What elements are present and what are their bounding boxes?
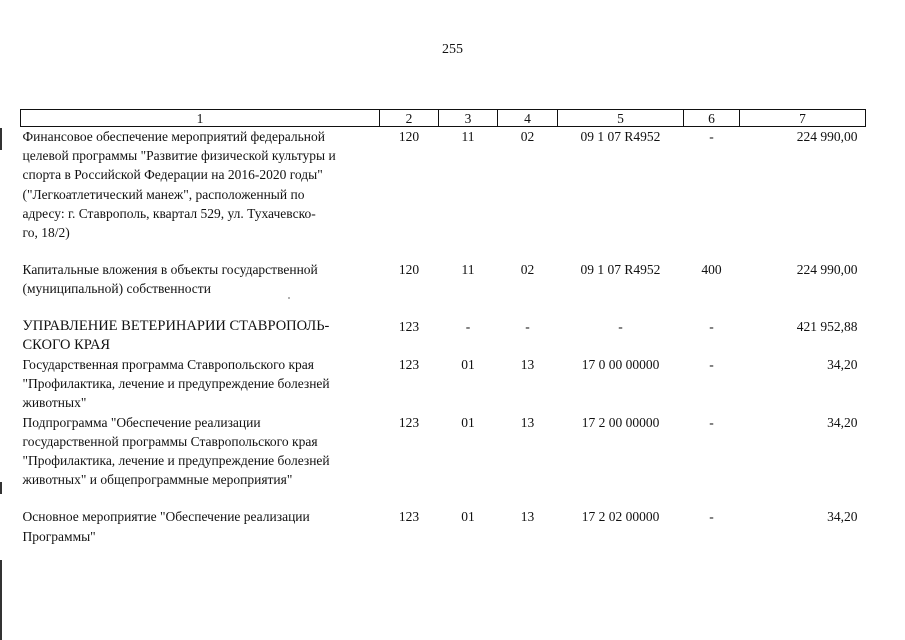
row-name: Государственная программа Ставропольского края "Профилактика, лечение и предупреждение болезней животных"	[22, 357, 330, 411]
amount: 224 990,00	[796, 262, 858, 278]
expense-type-code: -	[709, 414, 714, 430]
row-name: Финансовое обеспечение мероприятий федеральной целевой программы "Развитие физической культуры и спорта в Российской Федерации на 2016-2020 годы" ("Легкоатлетический манеж", расположенный по адресу: г. Ставрополь, квартал 529, ул. Тухачевско- го, 18/2)	[22, 129, 336, 241]
expense-type-code: -	[709, 129, 714, 144]
target-article-code: 17 2 02 00000	[581, 509, 660, 525]
expense-type-code: -	[709, 357, 714, 373]
scan-speck	[288, 297, 290, 299]
subsection-code: 13	[520, 509, 535, 525]
target-article-code: 09 1 07 R4952	[580, 262, 661, 278]
amount: 34,20	[827, 414, 858, 430]
ministry-code: 123	[398, 414, 420, 430]
amount: 34,20	[827, 357, 858, 373]
subsection-code: 13	[520, 414, 535, 430]
page-number: 255	[442, 42, 463, 57]
row-name: УПРАВЛЕНИЕ ВЕТЕРИНАРИИ СТАВРОПОЛЬ- СКОГО КРАЯ	[22, 317, 330, 353]
budget-table	[20, 109, 866, 546]
column-header-1: 1	[21, 110, 380, 127]
section-code: 01	[461, 414, 475, 430]
target-article-code: 09 1 07 R4952	[580, 129, 661, 144]
amount: 224 990,00	[796, 129, 858, 144]
row-name: Основное мероприятие "Обеспечение реализации Программы"	[22, 509, 310, 544]
amount: 421 952,88	[796, 318, 858, 334]
scan-edge-mark	[0, 128, 2, 150]
target-article-code: 17 0 00 00000	[581, 357, 660, 373]
subsection-code: -	[525, 318, 530, 334]
table-row	[21, 127, 866, 261]
section-code: 11	[461, 129, 475, 144]
column-number-row	[21, 110, 866, 127]
amount: 34,20	[827, 509, 858, 525]
row-name: Подпрограмма "Обеспечение реализации государственной программы Ставропольского края "Профилактика, лечение и предупреждение болезней животных" и общепрограммные мероприятия"	[22, 414, 330, 488]
section-code: 11	[461, 262, 475, 278]
column-header-2: 2	[380, 110, 439, 127]
column-header-5: 5	[558, 110, 684, 127]
table-row	[21, 355, 866, 413]
expense-type-code: -	[709, 318, 714, 334]
table-row	[21, 413, 866, 508]
expense-type-code: -	[709, 509, 714, 525]
target-article-code: 17 2 00 00000	[581, 414, 660, 430]
target-article-code: -	[618, 318, 623, 334]
ministry-code: 120	[398, 262, 420, 278]
ministry-code: 123	[398, 318, 420, 334]
section-code: -	[465, 318, 471, 334]
subsection-code: 13	[520, 357, 535, 373]
table-row	[21, 317, 866, 355]
section-code: 01	[461, 509, 475, 525]
subsection-code: 02	[520, 129, 535, 144]
expense-type-code: 400	[701, 262, 722, 278]
ministry-code: 120	[398, 129, 420, 144]
column-header-6: 6	[684, 110, 740, 127]
scan-edge-mark	[0, 482, 2, 494]
ministry-code: 123	[398, 357, 420, 373]
scan-edge-mark	[0, 560, 2, 640]
row-name: Капитальные вложения в объекты государственной (муниципальной) собственности	[22, 262, 318, 297]
table-row	[21, 507, 866, 545]
subsection-code: 02	[520, 262, 535, 278]
column-header-4: 4	[498, 110, 558, 127]
section-code: 01	[461, 357, 475, 373]
column-header-7: 7	[740, 110, 866, 127]
ministry-code: 123	[398, 509, 420, 525]
table-row	[21, 260, 866, 316]
column-header-3: 3	[439, 110, 498, 127]
